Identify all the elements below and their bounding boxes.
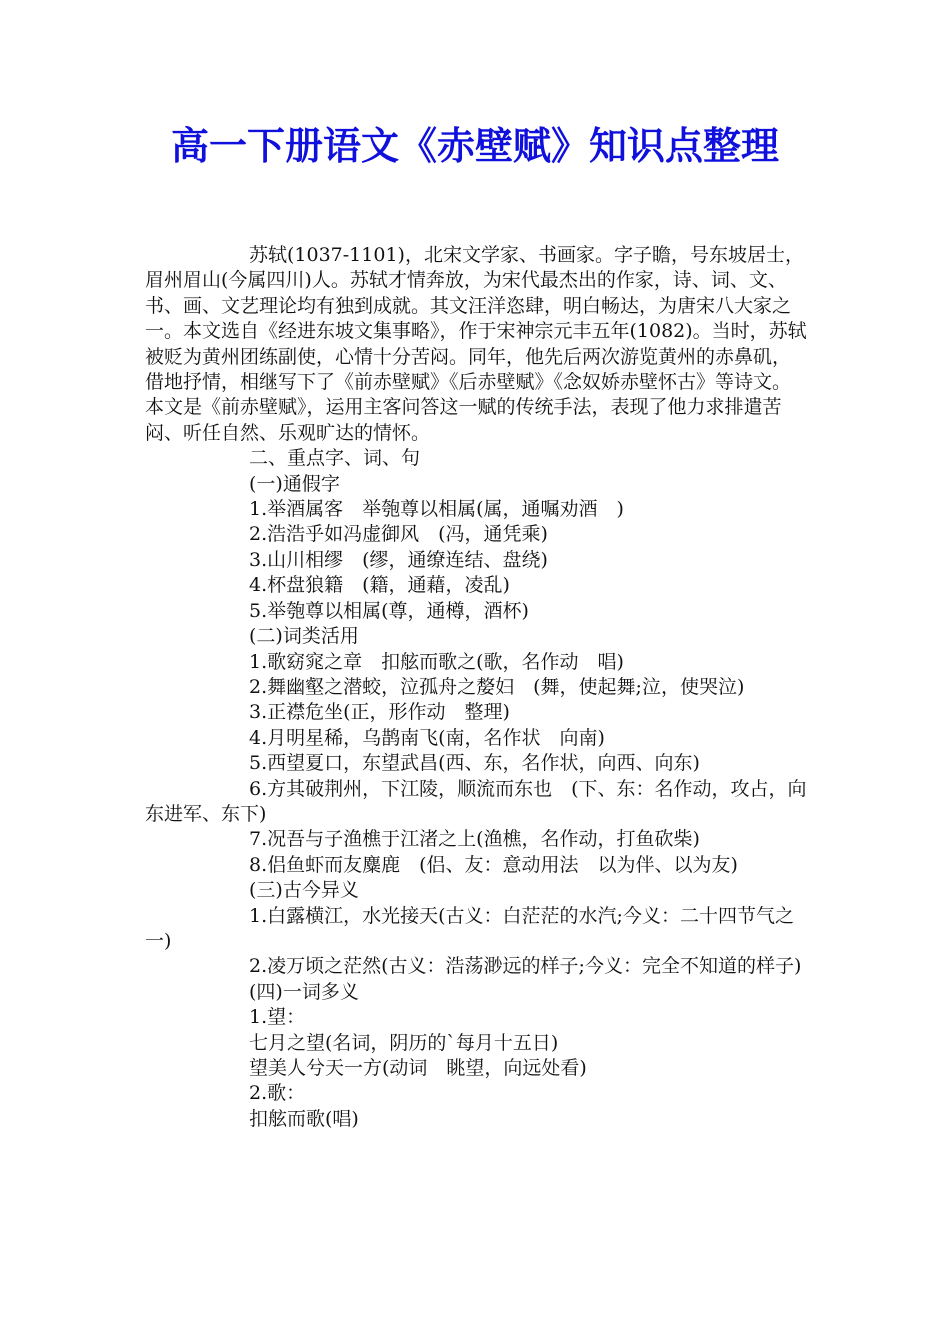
list-item: 5.举匏尊以相属(尊，通樽，酒杯): [249, 599, 529, 622]
list-item: 1.望：: [249, 1006, 306, 1029]
list-item: 1.歌窈窕之章 扣舷而歌之(歌，名作动 唱): [249, 650, 624, 673]
document-body: [145, 243, 809, 1132]
list-item: 1.白露横江，水光接天(古义：白茫茫的水汽;今义：二十四节气之一): [145, 904, 794, 952]
list-item: 2.凌万顷之茫然(古义：浩荡渺远的样子;今义：完全不知道的样子): [249, 955, 802, 978]
subsection-heading: (三)古今异义: [249, 879, 359, 902]
list-item: 3.正襟危坐(正，形作动 整理): [249, 701, 510, 724]
subsection-heading: (四)一词多义: [249, 980, 359, 1003]
intro-paragraph: 苏轼(1037-1101)，北宋文学家、书画家。字子瞻，号东坡居士，眉州眉山(今属四川)人。苏轼才情奔放，为宋代最杰出的作家，诗、词、文、书、画、文艺理论均有独到成就。其文汪洋恣肆，明白畅达，为唐宋八大家之一。本文选自《经进东坡文集事略》，作于宋神宗元丰五年(1082)。当时，苏轼被贬为黄州团练副使，心情十分苦闷。同年，他先后两次游览黄州的赤鼻矶，借地抒情，相继写下了《前赤壁赋》《后赤壁赋》《念奴娇赤壁怀古》等诗文。本文是《前赤壁赋》，运用主客问答这一赋的传统手法，表现了他力求排遣苦闷、听任自然、乐观旷达的情怀。: [145, 244, 807, 444]
list-item: 扣舷而歌(唱): [249, 1107, 359, 1130]
list-item: 6.方其破荆州，下江陵，顺流而东也 (下、东：名作动，攻占，向东进军、东下): [145, 777, 807, 825]
list-item: 七月之望(名词，阴历的`每月十五日): [249, 1031, 559, 1054]
subsection-heading: (一)通假字: [249, 472, 340, 495]
list-item: 3.山川相缪 (缪，通缭连结、盘绕): [249, 548, 548, 571]
list-item: 望美人兮天一方(动词 眺望，向远处看): [249, 1057, 587, 1079]
list-item: 2.浩浩乎如冯虚御风 (冯，通凭乘): [249, 523, 548, 546]
list-item: 1.举酒属客 举匏尊以相属(属，通嘱劝酒 ): [249, 498, 624, 521]
list-item: 7.况吾与子渔樵于江渚之上(渔樵，名作动，打鱼砍柴): [249, 828, 700, 851]
list-item: 4.月明星稀，乌鹊南飞(南，名作状 向南): [249, 726, 605, 749]
section-heading: 二、重点字、词、句: [249, 447, 421, 470]
list-item: 2.舞幽壑之潜蛟，泣孤舟之嫠妇 (舞，使起舞;泣，使哭泣): [249, 675, 745, 698]
list-item: 2.歌：: [249, 1082, 306, 1105]
list-item: 8.侣鱼虾而友麋鹿 (侣、友：意动用法 以为伴、以为友): [249, 853, 738, 876]
list-item: 5.西望夏口，东望武昌(西、东，名作状，向西、向东): [249, 752, 700, 775]
subsection-heading: (二)词类活用: [249, 625, 359, 648]
list-item: 4.杯盘狼籍 (籍，通藉，凌乱): [249, 574, 510, 597]
document-title: 高一下册语文《赤壁赋》知识点整理: [170, 123, 779, 168]
